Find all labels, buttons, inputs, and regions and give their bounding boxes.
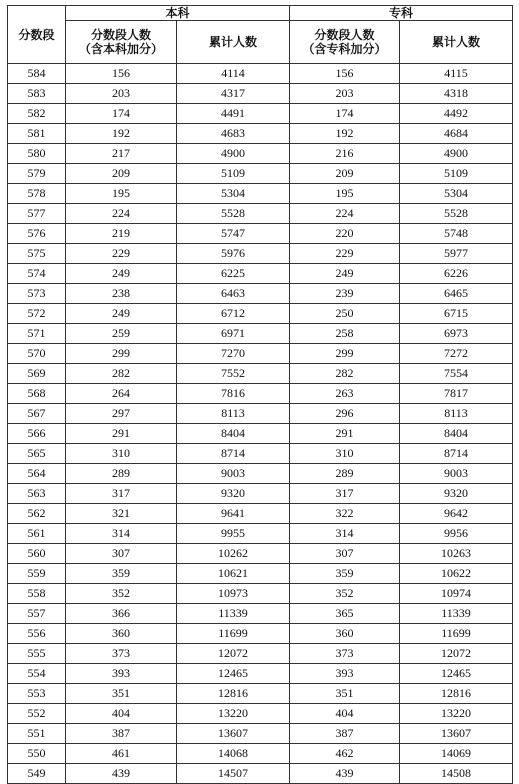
zhuanke-cumulative-cell: 12816: [400, 684, 513, 704]
zhuanke-cumulative-cell: 13607: [400, 724, 513, 744]
benke-cumulative-cell: 6712: [177, 304, 290, 324]
zhuanke-count-cell: 289: [290, 464, 400, 484]
zhuanke-count-header: [290, 21, 400, 64]
benke-count-cell: 195: [66, 184, 177, 204]
benke-cumulative-cell: 6971: [177, 324, 290, 344]
zhuanke-cumulative-cell: 7554: [400, 364, 513, 384]
zhuanke-cumulative-cell: 11699: [400, 624, 513, 644]
table-row: [8, 184, 513, 204]
score-cell: 553: [8, 684, 66, 704]
benke-count-cell: 249: [66, 304, 177, 324]
benke-cumulative-cell: 7270: [177, 344, 290, 364]
score-cell: 568: [8, 384, 66, 404]
benke-cumulative-cell: 12816: [177, 684, 290, 704]
benke-count-cell: 217: [66, 144, 177, 164]
benke-cumulative-cell: 10973: [177, 584, 290, 604]
benke-count-cell: 352: [66, 584, 177, 604]
table-row: [8, 524, 513, 544]
table-row: [8, 124, 513, 144]
score-cell: 551: [8, 724, 66, 744]
benke-count-cell: 249: [66, 264, 177, 284]
score-cell: 569: [8, 364, 66, 384]
benke-cumulative-cell: 8404: [177, 424, 290, 444]
benke-cumulative-cell: 14507: [177, 764, 290, 784]
zhuanke-count-cell: 174: [290, 104, 400, 124]
benke-count-header-line1: 分数段人数: [90, 28, 151, 42]
table-row: [8, 144, 513, 164]
benke-count-header-line2: （含本科加分）: [78, 42, 163, 56]
score-cell: 556: [8, 624, 66, 644]
benke-cumulative-cell: 8714: [177, 444, 290, 464]
benke-count-cell: 259: [66, 324, 177, 344]
benke-cumulative-cell: 6463: [177, 284, 290, 304]
benke-cumulative-cell: 7816: [177, 384, 290, 404]
score-cell: 560: [8, 544, 66, 564]
benke-count-cell: 224: [66, 204, 177, 224]
benke-count-cell: 219: [66, 224, 177, 244]
table-row: [8, 464, 513, 484]
zhuanke-cumulative-cell: 9003: [400, 464, 513, 484]
table-row: [8, 204, 513, 224]
benke-cumulative-cell: 9003: [177, 464, 290, 484]
benke-cumulative-cell: 13220: [177, 704, 290, 724]
benke-cumulative-cell: 11339: [177, 604, 290, 624]
table-row: [8, 344, 513, 364]
benke-count-cell: 289: [66, 464, 177, 484]
score-distribution-table-container: [7, 5, 512, 784]
table-row: [8, 424, 513, 444]
benke-count-cell: 307: [66, 544, 177, 564]
score-cell: 555: [8, 644, 66, 664]
score-cell: 558: [8, 584, 66, 604]
score-cell: 549: [8, 764, 66, 784]
score-cell: 559: [8, 564, 66, 584]
zhuanke-cumulative-cell: 8404: [400, 424, 513, 444]
table-row: [8, 724, 513, 744]
benke-count-header: [66, 21, 177, 64]
benke-count-cell: 439: [66, 764, 177, 784]
benke-count-cell: 351: [66, 684, 177, 704]
table-row: [8, 764, 513, 784]
score-cell: 570: [8, 344, 66, 364]
score-cell: 583: [8, 84, 66, 104]
benke-cumulative-header: 累计人数: [177, 21, 290, 64]
zhuanke-cumulative-cell: 6226: [400, 264, 513, 284]
benke-cumulative-cell: 8113: [177, 404, 290, 424]
zhuanke-count-cell: 209: [290, 164, 400, 184]
benke-count-cell: 393: [66, 664, 177, 684]
zhuanke-cumulative-cell: 4684: [400, 124, 513, 144]
table-row: [8, 604, 513, 624]
benke-count-cell: 360: [66, 624, 177, 644]
zhuanke-count-cell: 322: [290, 504, 400, 524]
benke-cumulative-cell: 12465: [177, 664, 290, 684]
benke-cumulative-cell: 10262: [177, 544, 290, 564]
table-row: [8, 384, 513, 404]
zhuanke-count-cell: 156: [290, 64, 400, 84]
table-row: [8, 584, 513, 604]
benke-count-cell: 404: [66, 704, 177, 724]
benke-cumulative-cell: 13607: [177, 724, 290, 744]
benke-count-cell: 387: [66, 724, 177, 744]
zhuanke-count-cell: 224: [290, 204, 400, 224]
zhuanke-count-cell: 314: [290, 524, 400, 544]
table-row: [8, 644, 513, 664]
zhuanke-count-cell: 192: [290, 124, 400, 144]
score-cell: 574: [8, 264, 66, 284]
benke-count-cell: 203: [66, 84, 177, 104]
table-row: [8, 164, 513, 184]
benke-count-cell: 291: [66, 424, 177, 444]
score-distribution-table: [7, 5, 513, 784]
score-cell: 563: [8, 484, 66, 504]
score-cell: 580: [8, 144, 66, 164]
zhuanke-count-cell: 250: [290, 304, 400, 324]
score-cell: 576: [8, 224, 66, 244]
score-cell: 550: [8, 744, 66, 764]
benke-count-cell: 174: [66, 104, 177, 124]
table-row: [8, 624, 513, 644]
score-cell: 582: [8, 104, 66, 124]
zhuanke-cumulative-cell: 6973: [400, 324, 513, 344]
benke-count-cell: 461: [66, 744, 177, 764]
benke-cumulative-cell: 4683: [177, 124, 290, 144]
zhuanke-count-cell: 291: [290, 424, 400, 444]
score-cell: 567: [8, 404, 66, 424]
zhuanke-count-cell: 317: [290, 484, 400, 504]
table-row: [8, 664, 513, 684]
benke-cumulative-cell: 5109: [177, 164, 290, 184]
zhuanke-cumulative-cell: 9956: [400, 524, 513, 544]
zhuanke-count-cell: 220: [290, 224, 400, 244]
zhuanke-count-cell: 229: [290, 244, 400, 264]
benke-cumulative-cell: 4900: [177, 144, 290, 164]
table-row: [8, 244, 513, 264]
zhuanke-cumulative-cell: 13220: [400, 704, 513, 724]
score-cell: 557: [8, 604, 66, 624]
benke-count-cell: 314: [66, 524, 177, 544]
benke-count-cell: 299: [66, 344, 177, 364]
zhuanke-count-cell: 404: [290, 704, 400, 724]
table-row: [8, 304, 513, 324]
zhuanke-cumulative-cell: 10974: [400, 584, 513, 604]
zhuanke-cumulative-cell: 4318: [400, 84, 513, 104]
score-cell: 575: [8, 244, 66, 264]
table-row: [8, 224, 513, 244]
zhuanke-cumulative-cell: 11339: [400, 604, 513, 624]
benke-count-cell: 264: [66, 384, 177, 404]
zhuanke-cumulative-cell: 5109: [400, 164, 513, 184]
zhuanke-cumulative-cell: 5304: [400, 184, 513, 204]
benke-count-cell: 317: [66, 484, 177, 504]
zhuanke-count-cell: 282: [290, 364, 400, 384]
score-cell: 554: [8, 664, 66, 684]
benke-count-cell: 359: [66, 564, 177, 584]
benke-cumulative-cell: 7552: [177, 364, 290, 384]
score-cell: 584: [8, 64, 66, 84]
zhuanke-count-cell: 258: [290, 324, 400, 344]
benke-count-cell: 156: [66, 64, 177, 84]
benke-cumulative-cell: 5528: [177, 204, 290, 224]
table-row: [8, 104, 513, 124]
table-row: [8, 64, 513, 84]
table-header: [8, 6, 513, 64]
zhuanke-count-cell: 296: [290, 404, 400, 424]
table-row: [8, 504, 513, 524]
benke-count-cell: 366: [66, 604, 177, 624]
table-row: [8, 84, 513, 104]
zhuanke-cumulative-cell: 10622: [400, 564, 513, 584]
zhuanke-cumulative-cell: 4115: [400, 64, 513, 84]
table-row: [8, 284, 513, 304]
zhuanke-cumulative-cell: 5977: [400, 244, 513, 264]
zhuanke-count-cell: 299: [290, 344, 400, 364]
zhuanke-count-cell: 439: [290, 764, 400, 784]
zhuanke-cumulative-header: 累计人数: [400, 21, 513, 64]
score-cell: 562: [8, 504, 66, 524]
zhuanke-cumulative-cell: 6715: [400, 304, 513, 324]
zhuanke-cumulative-cell: 8714: [400, 444, 513, 464]
zhuanke-count-header-line1: 分数段人数: [314, 28, 375, 42]
zhuanke-cumulative-cell: 12465: [400, 664, 513, 684]
score-cell: 581: [8, 124, 66, 144]
benke-count-cell: 310: [66, 444, 177, 464]
benke-cumulative-cell: 9955: [177, 524, 290, 544]
benke-count-cell: 192: [66, 124, 177, 144]
zhuanke-cumulative-cell: 7272: [400, 344, 513, 364]
table-row: [8, 704, 513, 724]
score-cell: 566: [8, 424, 66, 444]
zhuanke-count-cell: 203: [290, 84, 400, 104]
table-row: [8, 364, 513, 384]
score-cell: 552: [8, 704, 66, 724]
benke-cumulative-cell: 6225: [177, 264, 290, 284]
zhuanke-cumulative-cell: 4492: [400, 104, 513, 124]
zhuanke-cumulative-cell: 4900: [400, 144, 513, 164]
benke-cumulative-cell: 10621: [177, 564, 290, 584]
benke-cumulative-cell: 5304: [177, 184, 290, 204]
zhuanke-count-cell: 462: [290, 744, 400, 764]
zhuanke-cumulative-cell: 5748: [400, 224, 513, 244]
benke-count-cell: 229: [66, 244, 177, 264]
benke-cumulative-cell: 5747: [177, 224, 290, 244]
table-body: [8, 64, 513, 784]
benke-count-cell: 297: [66, 404, 177, 424]
zhuanke-cumulative-cell: 9642: [400, 504, 513, 524]
zhuanke-count-cell: 393: [290, 664, 400, 684]
zhuanke-cumulative-cell: 9320: [400, 484, 513, 504]
zhuanke-count-cell: 359: [290, 564, 400, 584]
score-cell: 571: [8, 324, 66, 344]
benke-count-cell: 373: [66, 644, 177, 664]
table-row: [8, 444, 513, 464]
zhuanke-count-cell: 352: [290, 584, 400, 604]
benke-cumulative-cell: 4491: [177, 104, 290, 124]
table-row: [8, 404, 513, 424]
benke-cumulative-cell: 4114: [177, 64, 290, 84]
zhuanke-count-cell: 195: [290, 184, 400, 204]
benke-count-cell: 238: [66, 284, 177, 304]
benke-count-cell: 209: [66, 164, 177, 184]
zhuanke-cumulative-cell: 14508: [400, 764, 513, 784]
zhuanke-cumulative-cell: 7817: [400, 384, 513, 404]
benke-cumulative-cell: 14068: [177, 744, 290, 764]
zhuanke-cumulative-cell: 8113: [400, 404, 513, 424]
benke-group-header: 本科: [66, 6, 290, 21]
score-cell: 578: [8, 184, 66, 204]
table-row: [8, 544, 513, 564]
table-row: [8, 684, 513, 704]
score-cell: 577: [8, 204, 66, 224]
score-cell: 579: [8, 164, 66, 184]
benke-count-cell: 321: [66, 504, 177, 524]
zhuanke-count-cell: 360: [290, 624, 400, 644]
benke-cumulative-cell: 5976: [177, 244, 290, 264]
zhuanke-count-cell: 239: [290, 284, 400, 304]
zhuanke-count-cell: 307: [290, 544, 400, 564]
zhuanke-count-cell: 216: [290, 144, 400, 164]
zhuanke-cumulative-cell: 10263: [400, 544, 513, 564]
zhuanke-count-cell: 351: [290, 684, 400, 704]
zhuanke-cumulative-cell: 12072: [400, 644, 513, 664]
table-row: [8, 564, 513, 584]
table-row: [8, 324, 513, 344]
score-cell: 564: [8, 464, 66, 484]
benke-cumulative-cell: 4317: [177, 84, 290, 104]
zhuanke-count-header-line2: （含专科加分）: [302, 42, 387, 56]
benke-cumulative-cell: 11699: [177, 624, 290, 644]
score-cell: 573: [8, 284, 66, 304]
zhuanke-cumulative-cell: 14069: [400, 744, 513, 764]
zhuanke-group-header: 专科: [290, 6, 513, 21]
score-column-header: 分数段: [8, 6, 66, 64]
zhuanke-cumulative-cell: 5528: [400, 204, 513, 224]
benke-cumulative-cell: 9320: [177, 484, 290, 504]
score-cell: 565: [8, 444, 66, 464]
benke-cumulative-cell: 9641: [177, 504, 290, 524]
score-cell: 572: [8, 304, 66, 324]
zhuanke-count-cell: 373: [290, 644, 400, 664]
table-row: [8, 744, 513, 764]
score-cell: 561: [8, 524, 66, 544]
benke-cumulative-cell: 12072: [177, 644, 290, 664]
benke-count-cell: 282: [66, 364, 177, 384]
zhuanke-count-cell: 310: [290, 444, 400, 464]
table-row: [8, 484, 513, 504]
zhuanke-cumulative-cell: 6465: [400, 284, 513, 304]
zhuanke-count-cell: 263: [290, 384, 400, 404]
zhuanke-count-cell: 249: [290, 264, 400, 284]
zhuanke-count-cell: 387: [290, 724, 400, 744]
table-row: [8, 264, 513, 284]
zhuanke-count-cell: 365: [290, 604, 400, 624]
